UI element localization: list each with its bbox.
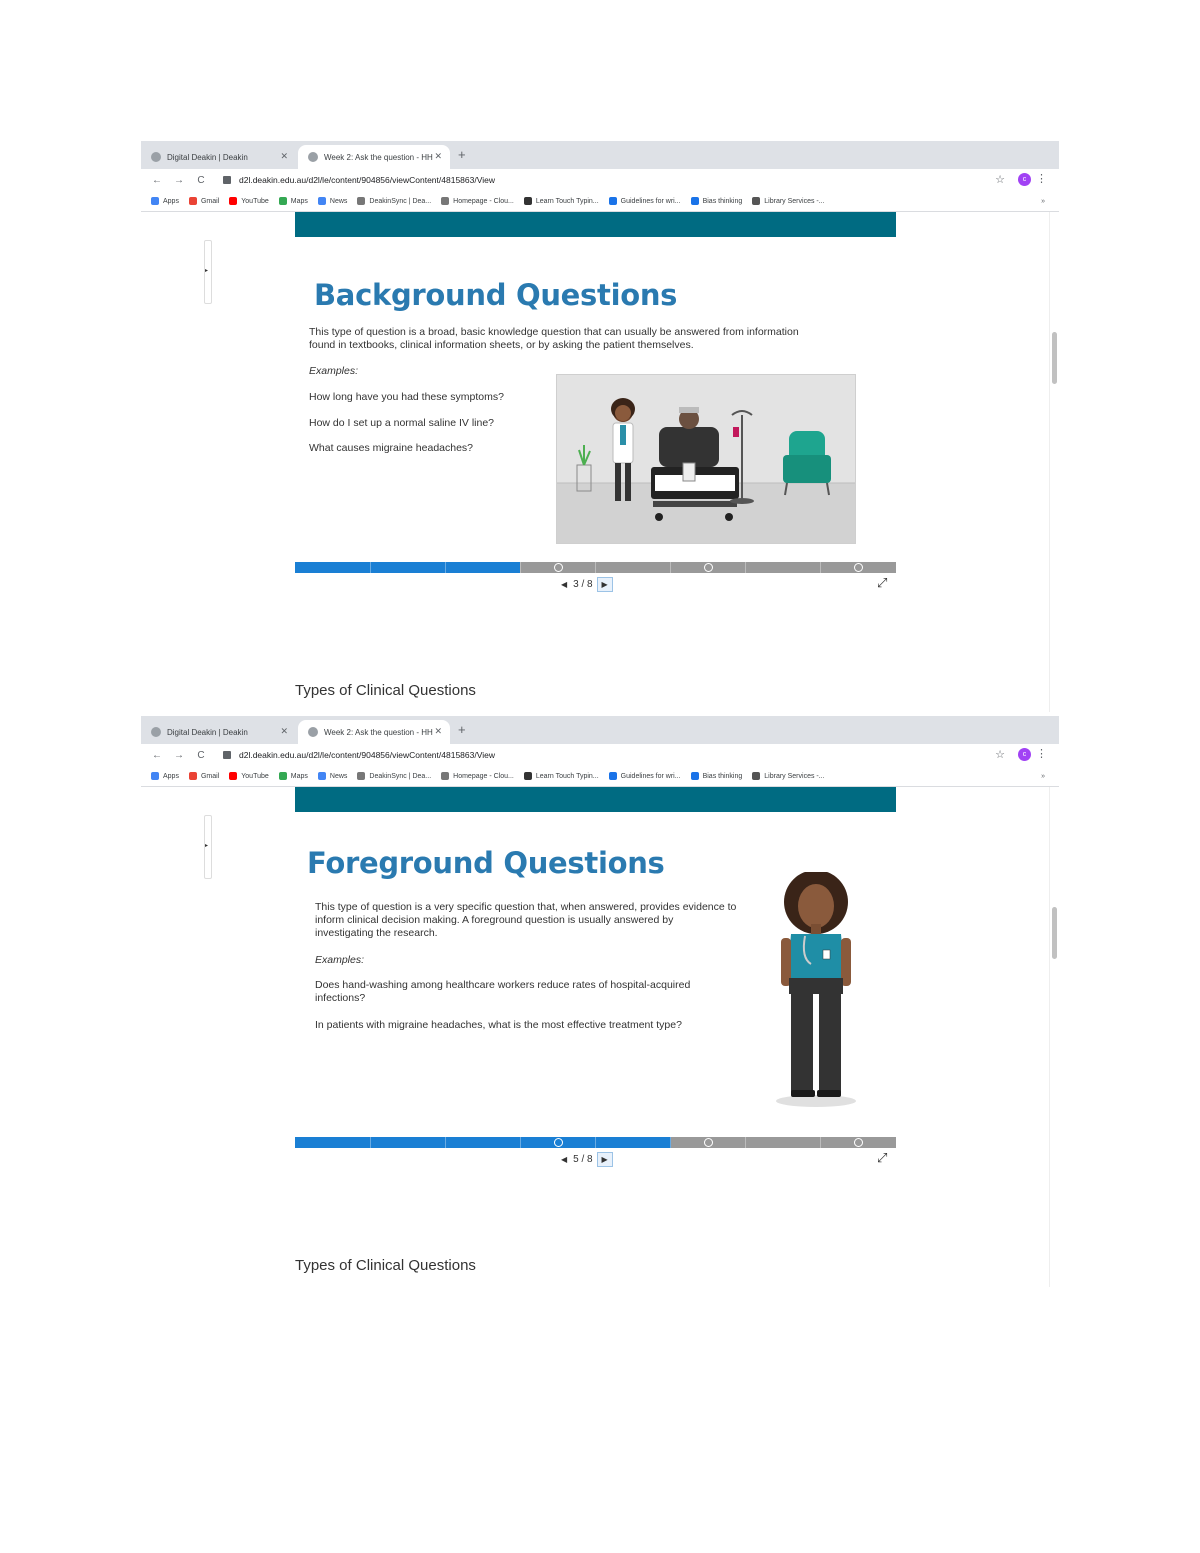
side-panel-handle[interactable] xyxy=(204,240,212,304)
arrow-icon xyxy=(691,197,699,205)
bookmark-apps[interactable]: Apps xyxy=(151,772,179,780)
section-heading: Types of Clinical Questions xyxy=(295,682,476,699)
slide-pager xyxy=(561,1152,613,1167)
progress-fill xyxy=(295,1137,671,1148)
slide-progress-bar[interactable] xyxy=(295,562,896,573)
prev-slide-icon[interactable]: ◀ xyxy=(561,580,568,589)
next-slide-button[interactable]: ▶ xyxy=(597,577,613,592)
profile-avatar[interactable]: c xyxy=(1018,173,1031,186)
hospital-scene-image xyxy=(557,375,855,543)
bookmark-bias[interactable]: Bias thinking xyxy=(691,197,743,205)
scrollbar-thumb[interactable] xyxy=(1052,332,1057,384)
bookmark-guidelines[interactable]: Guidelines for wri... xyxy=(609,197,681,205)
youtube-icon xyxy=(229,772,237,780)
bookmark-star-icon[interactable]: ☆ xyxy=(995,174,1005,186)
bookmark-gmail[interactable]: Gmail xyxy=(189,772,219,780)
library-icon xyxy=(752,197,760,205)
more-bookmarks-icon[interactable]: » xyxy=(1041,197,1045,205)
address-bar xyxy=(141,169,1059,191)
example-question: Does hand-washing among healthcare workers reduce rates of hospital-acquired infections? xyxy=(315,979,691,1004)
bookmark-star-icon[interactable]: ☆ xyxy=(995,749,1005,761)
deakin-favicon-icon xyxy=(151,152,161,162)
bookmark-maps[interactable]: Maps xyxy=(279,197,308,205)
tab-digital-deakin[interactable] xyxy=(141,145,296,169)
reload-icon[interactable]: C xyxy=(197,174,205,186)
bookmark-maps[interactable]: Maps xyxy=(279,772,308,780)
slide-header-bar xyxy=(295,787,896,812)
scrollbar[interactable] xyxy=(1049,787,1059,1287)
apps-grid-icon xyxy=(151,772,159,780)
bookmark-guidelines[interactable]: Guidelines for wri... xyxy=(609,772,681,780)
bookmark-homepage[interactable]: Homepage - Clou... xyxy=(441,772,514,780)
tab-label: Digital Deakin | Deakin xyxy=(167,727,248,737)
deakin-icon xyxy=(357,772,365,780)
forward-icon[interactable]: → xyxy=(174,174,184,186)
address-bar xyxy=(141,744,1059,766)
menu-kebab-icon[interactable]: ⋮ xyxy=(1036,173,1047,185)
hospital-illustration xyxy=(556,374,856,544)
slide-counter: 3 / 8 xyxy=(573,579,593,590)
bookmark-library[interactable]: Library Services -... xyxy=(752,772,824,780)
progress-marker[interactable] xyxy=(554,563,563,572)
page-content xyxy=(141,787,1059,1287)
bookmark-youtube[interactable]: YouTube xyxy=(229,197,269,205)
back-icon[interactable]: ← xyxy=(152,749,162,761)
screenshot-1 xyxy=(141,141,1059,716)
tab-strip xyxy=(141,141,1059,169)
news-icon xyxy=(318,197,326,205)
maps-pin-icon xyxy=(279,772,287,780)
tab-label: Week 2: Ask the question - HH xyxy=(324,727,433,737)
bookmark-news[interactable]: News xyxy=(318,197,348,205)
examples-label: Examples: xyxy=(309,365,359,377)
examples-label: Examples: xyxy=(315,954,365,966)
example-question: In patients with migraine headaches, what is the most effective treatment type? xyxy=(315,1019,682,1031)
deakin-favicon-icon xyxy=(151,727,161,737)
maps-pin-icon xyxy=(279,197,287,205)
nurse-illustration xyxy=(771,872,861,1108)
document-icon xyxy=(609,197,617,205)
progress-marker[interactable] xyxy=(854,563,863,572)
url-field[interactable]: d2l.deakin.edu.au/d2l/le/content/904856/viewContent/4815863/View xyxy=(239,750,495,760)
expand-arrow-icon: ▸ xyxy=(205,843,209,849)
slide-pager xyxy=(561,577,613,592)
expand-arrow-icon: ▸ xyxy=(205,268,209,274)
d2l-favicon-icon xyxy=(308,152,318,162)
progress-marker[interactable] xyxy=(554,1138,563,1147)
menu-kebab-icon[interactable]: ⋮ xyxy=(1036,748,1047,760)
tab-week2[interactable] xyxy=(298,145,450,169)
close-tab-icon[interactable]: ✕ xyxy=(280,726,288,736)
side-panel-handle[interactable] xyxy=(204,815,212,879)
more-bookmarks-icon[interactable]: » xyxy=(1041,772,1045,780)
close-tab-icon[interactable]: ✕ xyxy=(280,151,288,161)
page-content xyxy=(141,212,1059,712)
typing-icon xyxy=(524,772,532,780)
bookmarks-bar xyxy=(141,191,1059,212)
tab-label: Week 2: Ask the question - HH xyxy=(324,152,433,162)
bookmark-gmail[interactable]: Gmail xyxy=(189,197,219,205)
library-icon xyxy=(752,772,760,780)
gmail-icon xyxy=(189,772,197,780)
screenshot-2 xyxy=(141,716,1059,1290)
arrow-icon xyxy=(691,772,699,780)
scrollbar-thumb[interactable] xyxy=(1052,907,1057,959)
news-icon xyxy=(318,772,326,780)
progress-marker[interactable] xyxy=(854,1138,863,1147)
bookmark-typing[interactable]: Learn Touch Typin... xyxy=(524,197,599,205)
new-tab-button[interactable]: + xyxy=(458,147,466,162)
slide-progress-bar[interactable] xyxy=(295,1137,896,1148)
example-question: What causes migraine headaches? xyxy=(309,442,474,454)
new-tab-button[interactable]: + xyxy=(458,722,466,737)
bookmark-deakinsync[interactable]: DeakinSync | Dea... xyxy=(357,772,431,780)
youtube-icon xyxy=(229,197,237,205)
gmail-icon xyxy=(189,197,197,205)
bookmark-youtube[interactable]: YouTube xyxy=(229,772,269,780)
lock-icon xyxy=(223,751,231,759)
forward-icon[interactable]: → xyxy=(174,749,184,761)
tab-strip xyxy=(141,716,1059,744)
bookmarks-bar xyxy=(141,766,1059,787)
bookmark-apps[interactable]: Apps xyxy=(151,197,179,205)
fullscreen-icon[interactable]: ⤢ xyxy=(877,575,888,590)
bookmark-bias[interactable]: Bias thinking xyxy=(691,772,743,780)
bookmark-deakinsync[interactable]: DeakinSync | Dea... xyxy=(357,197,431,205)
progress-fill xyxy=(295,562,520,573)
reload-icon[interactable]: C xyxy=(197,749,205,761)
close-tab-icon[interactable]: ✕ xyxy=(434,726,442,736)
slide-title: Background Questions xyxy=(314,278,678,312)
slide-body: This type of question is a very specific question that, when answered, provides evidence to inform clinical decision making. A foreground question is usually answered by investigating the research. xyxy=(315,901,737,939)
document-icon xyxy=(609,772,617,780)
url-field[interactable]: d2l.deakin.edu.au/d2l/le/content/904856/viewContent/4815863/View xyxy=(239,175,495,185)
bookmark-homepage[interactable]: Homepage - Clou... xyxy=(441,197,514,205)
bookmark-news[interactable]: News xyxy=(318,772,348,780)
slide-body: This type of question is a broad, basic knowledge question that can usually be answered from information found in textbooks, clinical information sheets, or by asking the patient themselves. xyxy=(309,326,799,351)
d2l-icon xyxy=(441,772,449,780)
example-question: How long have you had these symptoms? xyxy=(309,391,504,403)
d2l-favicon-icon xyxy=(308,727,318,737)
tab-week2[interactable] xyxy=(298,720,450,744)
slide-counter: 5 / 8 xyxy=(573,1154,593,1165)
fullscreen-icon[interactable]: ⤢ xyxy=(877,1150,888,1165)
prev-slide-icon[interactable]: ◀ xyxy=(561,1155,568,1164)
example-question: How do I set up a normal saline IV line? xyxy=(309,417,495,429)
profile-avatar[interactable]: c xyxy=(1018,748,1031,761)
next-slide-button[interactable]: ▶ xyxy=(597,1152,613,1167)
lock-icon xyxy=(223,176,231,184)
d2l-icon xyxy=(441,197,449,205)
typing-icon xyxy=(524,197,532,205)
bookmark-typing[interactable]: Learn Touch Typin... xyxy=(524,772,599,780)
scrollbar[interactable] xyxy=(1049,212,1059,712)
back-icon[interactable]: ← xyxy=(152,174,162,186)
deakin-icon xyxy=(357,197,365,205)
close-tab-icon[interactable]: ✕ xyxy=(434,151,442,161)
tab-digital-deakin[interactable] xyxy=(141,720,296,744)
tab-label: Digital Deakin | Deakin xyxy=(167,152,248,162)
bookmark-library[interactable]: Library Services -... xyxy=(752,197,824,205)
slide-title: Foreground Questions xyxy=(307,846,665,880)
section-heading: Types of Clinical Questions xyxy=(295,1257,476,1274)
slide-header-bar xyxy=(295,212,896,237)
progress-marker[interactable] xyxy=(704,1138,713,1147)
apps-grid-icon xyxy=(151,197,159,205)
progress-marker[interactable] xyxy=(704,563,713,572)
